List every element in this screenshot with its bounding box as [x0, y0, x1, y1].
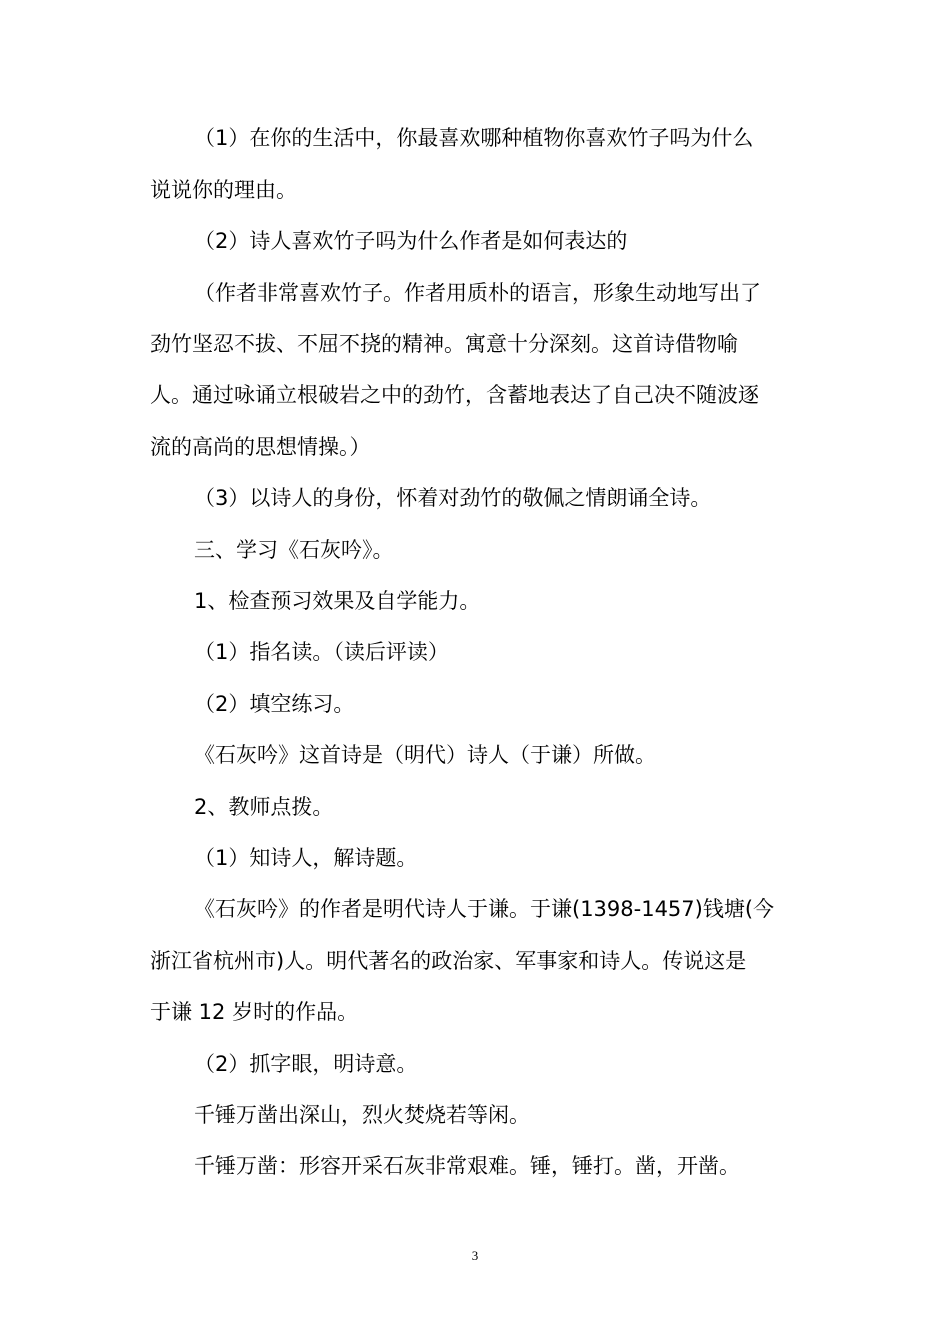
paragraph-line: （1）指名读。（读后评读）	[194, 640, 449, 664]
paragraph-line: 《石灰吟》的作者是明代诗人于谦。于谦(1398-1457)钱塘(今	[194, 897, 775, 921]
paragraph-line: 劲竹坚忍不拔、不屈不挠的精神。寓意十分深刻。这首诗借物喻	[150, 332, 738, 356]
paragraph-line: 浙江省杭州市)人。明代著名的政治家、军事家和诗人。传说这是	[150, 949, 747, 973]
paragraph-line: （1）知诗人，解诗题。	[194, 846, 418, 870]
paragraph-line: （作者非常喜欢竹子。作者用质朴的语言，形象生动地写出了	[194, 281, 761, 305]
page-number: 3	[471, 1248, 479, 1263]
paragraph-line: 人。通过咏诵立根破岩之中的劲竹，含蓄地表达了自己决不随波逐	[150, 383, 759, 407]
paragraph-line: 于谦 12 岁时的作品。	[150, 1000, 359, 1024]
paragraph-line: 《石灰吟》这首诗是（明代）诗人（于谦）所做。	[194, 743, 656, 767]
paragraph-line: 流的高尚的思想情操。）	[150, 435, 371, 459]
paragraph-line: （1）在你的生活中，你最喜欢哪种植物你喜欢竹子吗为什么	[194, 126, 754, 150]
paragraph-line: （3）以诗人的身份，怀着对劲竹的敬佩之情朗诵全诗。	[194, 486, 712, 510]
paragraph-line: （2）填空练习。	[194, 692, 355, 716]
step-heading: 2、教师点拨。	[194, 795, 334, 819]
paragraph-line: （2）抓字眼，明诗意。	[194, 1052, 418, 1076]
paragraph-line: （2）诗人喜欢竹子吗为什么作者是如何表达的	[194, 229, 628, 253]
step-heading: 1、检查预习效果及自学能力。	[194, 589, 481, 613]
poem-line: 千锤万凿出深山，烈火焚烧若等闲。	[194, 1103, 530, 1127]
section-heading: 三、学习《石灰吟》。	[194, 538, 394, 562]
paragraph-line: 说说你的理由。	[150, 178, 297, 202]
paragraph-line: 千锤万凿：形容开采石灰非常艰难。锤，锤打。凿，开凿。	[194, 1154, 740, 1178]
